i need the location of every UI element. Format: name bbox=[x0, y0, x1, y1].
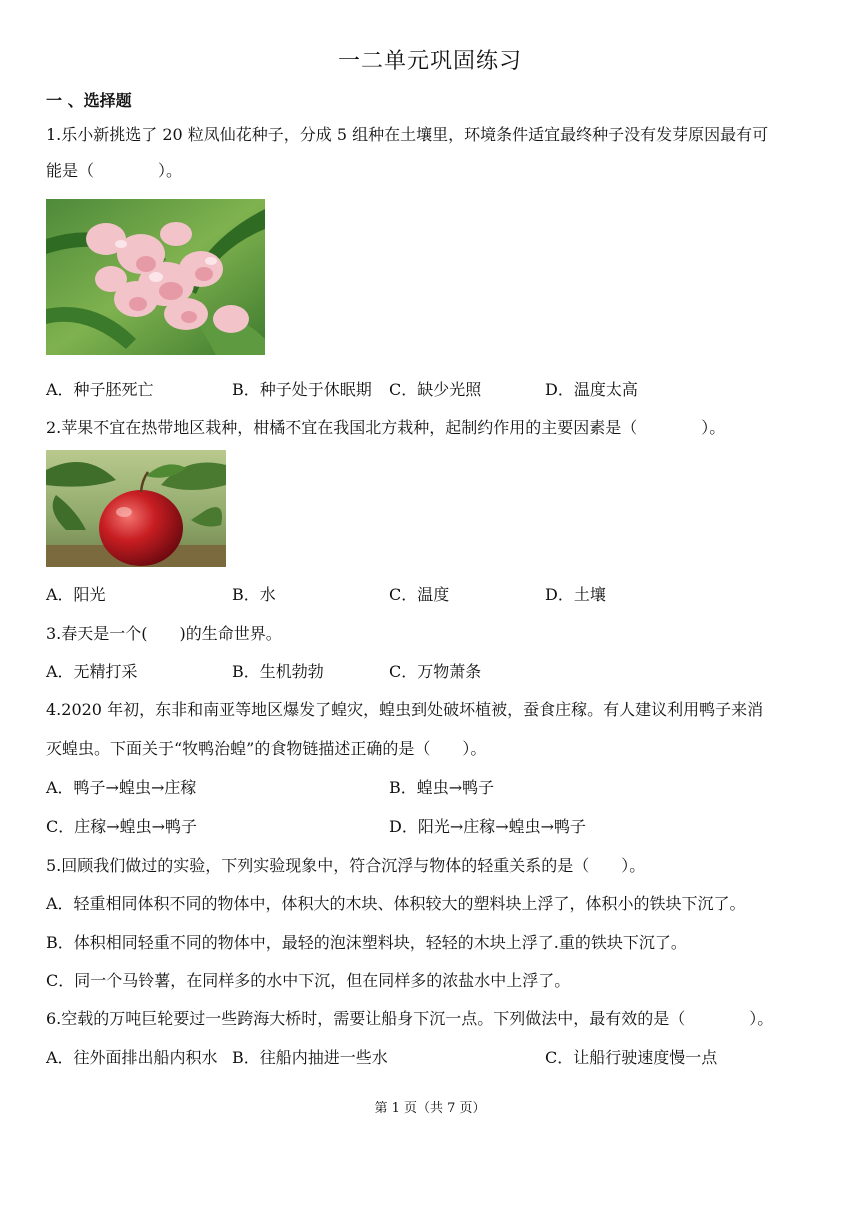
q3-option-a: A．无精打采 bbox=[46, 662, 138, 681]
q1-option-c: C．缺少光照 bbox=[389, 380, 482, 399]
q5-option-c: C．同一个马铃薯，在同样多的水中下沉，但在同样多的浓盐水中上浮了。 bbox=[46, 971, 571, 990]
q4-option-a: A．鸭子→蝗虫→庄稼 bbox=[46, 778, 197, 797]
question-5-line-1: 5.回顾我们做过的实验，下列实验现象中，符合沉浮与物体的轻重关系的是（ ）。 bbox=[46, 856, 646, 875]
q3-option-c: C．万物萧条 bbox=[389, 662, 482, 681]
q4-option-d: D．阳光→庄稼→蝗虫→鸭子 bbox=[389, 817, 587, 836]
q1-option-a: A．种子胚死亡 bbox=[46, 380, 154, 399]
q6-option-a: A．往外面排出船内积水 bbox=[46, 1048, 218, 1067]
section-heading: 一 、选择题 bbox=[46, 91, 132, 110]
q5-option-b: B．体积相同轻重不同的物体中，最轻的泡沫塑料块，轻轻的木块上浮了.重的铁块下沉了。 bbox=[46, 933, 687, 952]
q6-option-c: C．让船行驶速度慢一点 bbox=[545, 1048, 718, 1067]
q4-option-b: B．蝗虫→鸭子 bbox=[389, 778, 495, 797]
q4-option-c: C．庄稼→蝗虫→鸭子 bbox=[46, 817, 198, 836]
impatiens-flower-photo bbox=[46, 199, 265, 355]
q3-option-b: B．生机勃勃 bbox=[232, 662, 324, 681]
question-1-line-2: 能是（ ）。 bbox=[46, 161, 183, 180]
question-3-line-1: 3.春天是一个( )的生命世界。 bbox=[46, 624, 282, 643]
q2-option-a: A．阳光 bbox=[46, 585, 106, 604]
q2-option-d: D．土壤 bbox=[545, 585, 606, 604]
question-1-line-1: 1.乐小新挑选了 20 粒凤仙花种子，分成 5 组种在土壤里，环境条件适宜最终种子没有发芽原因最有可 bbox=[46, 125, 769, 144]
q6-option-b: B．往船内抽进一些水 bbox=[232, 1048, 388, 1067]
q1-option-b: B．种子处于休眠期 bbox=[232, 380, 372, 399]
apple-photo bbox=[46, 450, 226, 567]
q2-option-b: B．水 bbox=[232, 585, 276, 604]
q2-option-c: C．温度 bbox=[389, 585, 450, 604]
q1-option-d: D．温度太高 bbox=[545, 380, 638, 399]
page-footer: 第 1 页（共 7 页） bbox=[374, 1101, 486, 1116]
question-6-line-1: 6.空载的万吨巨轮要过一些跨海大桥时，需要让船身下沉一点。下列做法中，最有效的是（ ）。 bbox=[46, 1009, 774, 1028]
question-2-line-1: 2.苹果不宜在热带地区栽种，柑橘不宜在我国北方栽种，起制约作用的主要因素是（ ）。 bbox=[46, 418, 726, 437]
question-4-line-1: 4.2020 年初，东非和南亚等地区爆发了蝗灾，蝗虫到处破坏植被，蚕食庄稼。有人建议利用鸭子来消 bbox=[46, 700, 764, 719]
q5-option-a: A．轻重相同体积不同的物体中，体积大的木块、体积较大的塑料块上浮了，体积小的铁块下沉了。 bbox=[46, 894, 746, 913]
question-4-line-2: 灭蝗虫。下面关于“牧鸭治蝗”的食物链描述正确的是（ ）。 bbox=[46, 739, 487, 758]
page-title: 一二单元巩固练习 bbox=[337, 49, 522, 74]
